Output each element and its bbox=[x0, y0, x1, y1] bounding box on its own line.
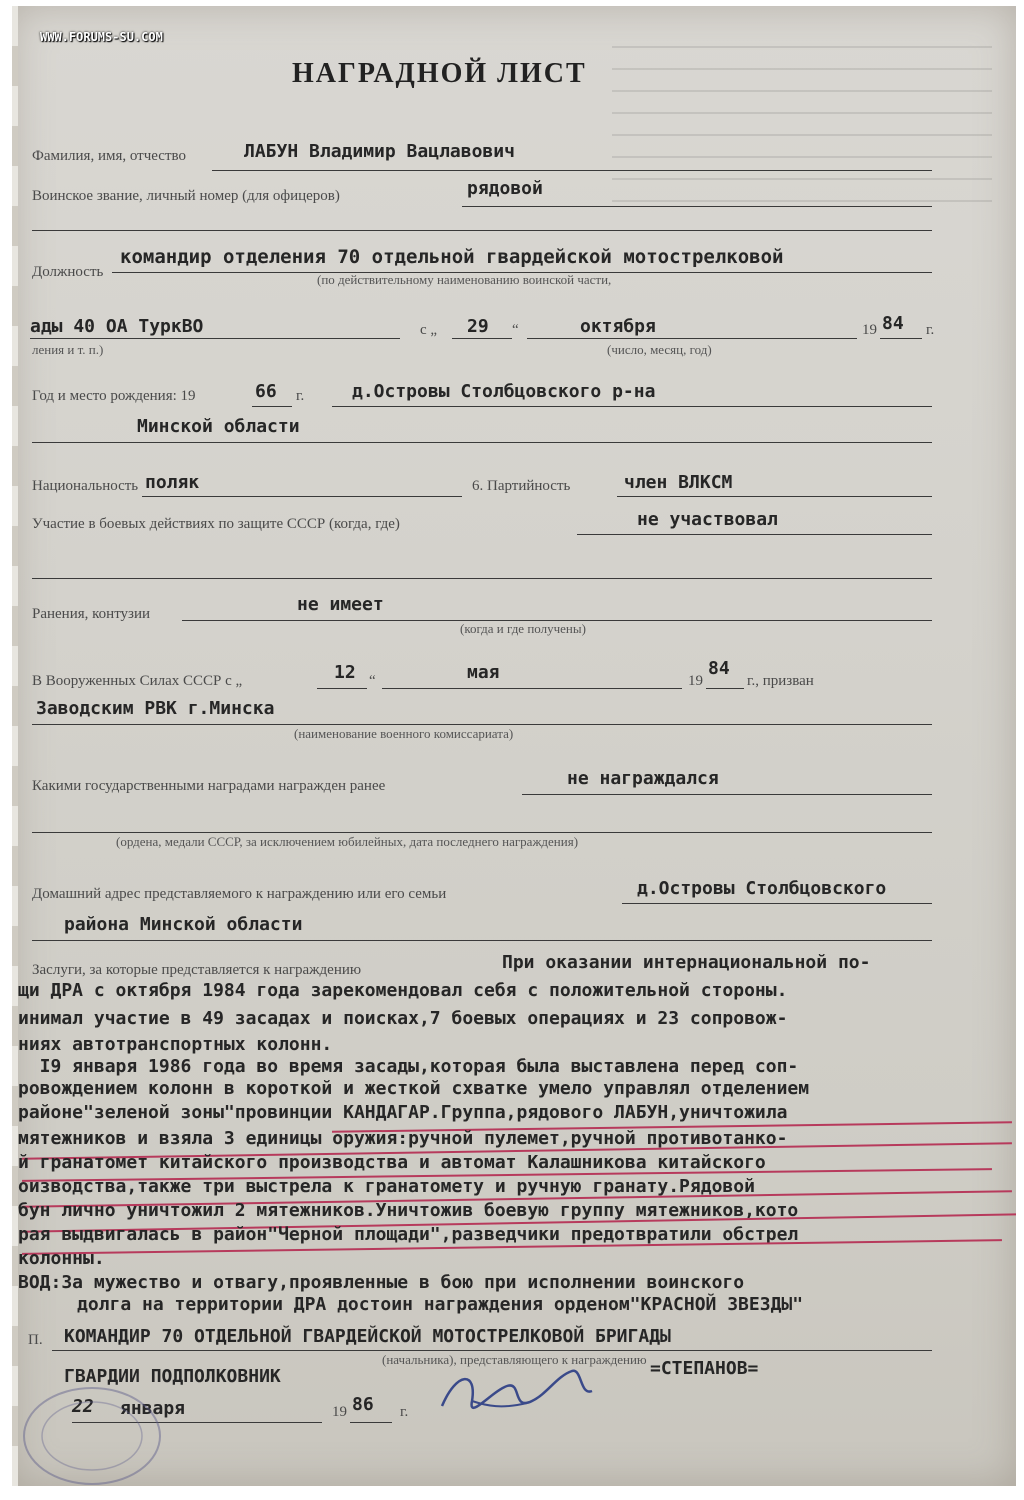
merits-line: щи ДРА с октября 1984 года зарекомендовал себя с положительной стороны. bbox=[18, 980, 788, 1001]
fio-value: ЛАБУН Владимир Вацлавович bbox=[244, 141, 515, 162]
unit-value: ады 40 ОА ТуркВО bbox=[30, 316, 204, 337]
commander-rank: ГВАРДИИ ПОДПОЛКОВНИК bbox=[64, 1366, 281, 1387]
service-day-rule bbox=[317, 688, 367, 689]
service-label: В Вооруженных Силах СССР с „ bbox=[32, 673, 243, 689]
birth-place-rule-2 bbox=[32, 442, 932, 443]
awards-label: Какими государственными наградами награжден ранее bbox=[32, 778, 386, 794]
service-year-rule bbox=[706, 688, 744, 689]
rank-value: рядовой bbox=[467, 178, 543, 199]
merits-line: бун лично уничтожил 2 мятежников.Уничтожив боевую группу мятежников,кото bbox=[18, 1200, 799, 1221]
service-year: 84 bbox=[708, 658, 730, 679]
merits-line: рая выдвигалась в район"Черной площади",разведчики предотвратили обстрел bbox=[18, 1224, 799, 1245]
birth-label: Год и место рождения: 19 bbox=[32, 388, 196, 404]
since-month-rule bbox=[527, 338, 857, 339]
merits-line: районе"зеленой зоны"провинции КАНДАГАР.Группа,рядового ЛАБУН,уничтожила bbox=[18, 1102, 788, 1123]
address-label: Домашний адрес представляемого к награждению или его семьи bbox=[32, 886, 447, 902]
service-month: мая bbox=[467, 662, 500, 683]
since-day: 29 bbox=[467, 316, 489, 337]
wounds-label: Ранения, контузии bbox=[32, 606, 151, 622]
sign-suffix: г. bbox=[400, 1404, 409, 1420]
birth-year-rule bbox=[252, 406, 292, 407]
fio-label: Фамилия, имя, отчество bbox=[32, 148, 186, 164]
position-label: Должность bbox=[32, 264, 104, 280]
combat-rule-2 bbox=[32, 578, 932, 579]
position-value: командир отделения 70 отдельной гвардейской мотострелковой bbox=[120, 246, 784, 268]
merits-label: Заслуги, за которые представляется к награждению bbox=[32, 962, 362, 978]
award-sheet bbox=[12, 6, 1016, 1486]
since-prefix: с „ bbox=[420, 322, 438, 338]
conclusion-line-2: долга на территории ДРА достоин награждения орденом"КРАСНОЙ ЗВЕЗДЫ" bbox=[77, 1294, 804, 1315]
sign-year: 86 bbox=[352, 1394, 374, 1415]
service-quote: “ bbox=[369, 673, 376, 689]
sign-year-rule bbox=[350, 1422, 392, 1423]
since-day-rule bbox=[452, 338, 512, 339]
birth-place-2: Минской области bbox=[137, 416, 300, 437]
commander-caption: (начальника), представляющего к награждению bbox=[382, 1352, 647, 1367]
awards-value: не награждался bbox=[567, 768, 719, 789]
commissariat-value: Заводским РВК г.Минска bbox=[36, 698, 275, 719]
combat-rule bbox=[577, 534, 932, 535]
merits-line: ровождением колонн в короткой и жесткой схватке умело управлял отделением bbox=[18, 1078, 810, 1099]
service-month-rule bbox=[382, 688, 682, 689]
address-rule bbox=[622, 903, 932, 904]
sign-year-prefix: 19 bbox=[332, 1404, 347, 1420]
nationality-label: Национальность bbox=[32, 478, 139, 494]
unit-caption: ления и т. п.) bbox=[32, 342, 104, 357]
since-year-suffix: г. bbox=[926, 322, 935, 338]
birth-place: д.Островы Столбцовского р-на bbox=[352, 381, 656, 402]
awards-caption: (ордена, медали СССР, за исключением юбилейных, дата последнего награждения) bbox=[116, 834, 579, 849]
bleed-through bbox=[612, 46, 992, 206]
merits-line: оизводства,также три выстрела к гранатомету и ручную гранату.Рядовой bbox=[18, 1176, 755, 1197]
commander-name: =СТЕПАНОВ= bbox=[650, 1358, 759, 1379]
since-quote: “ bbox=[512, 322, 519, 338]
since-year-prefix: 19 bbox=[862, 322, 877, 338]
service-year-prefix: 19 bbox=[688, 673, 703, 689]
address-value-2: района Минской области bbox=[64, 914, 303, 935]
birth-place-rule bbox=[332, 406, 932, 407]
stamp-seal bbox=[22, 1376, 172, 1486]
watermark: WWW.FORUMS-SU.COM bbox=[40, 30, 163, 44]
merits-line: инимал участие в 49 засадах и поисках,7 боевых операциях и 23 сопровож- bbox=[18, 1008, 788, 1029]
awards-rule bbox=[522, 794, 932, 795]
rank-rule-2 bbox=[32, 230, 932, 231]
since-year: 84 bbox=[882, 313, 904, 334]
since-year-rule bbox=[880, 338, 922, 339]
birth-year: 66 bbox=[255, 381, 277, 402]
address-rule-2 bbox=[32, 940, 932, 941]
wounds-caption: (когда и где получены) bbox=[460, 621, 586, 636]
conclusion-line-1: ВОД:За мужество и отвагу,проявленные в бою при исполнении воинского bbox=[18, 1272, 745, 1293]
since-month: октября bbox=[580, 316, 656, 337]
party-rule bbox=[617, 496, 932, 497]
rank-rule bbox=[462, 206, 932, 207]
merits-line: мятежников и взяла 3 единицы оружия:ручной пулемет,ручной противотанко- bbox=[18, 1128, 788, 1149]
service-day: 12 bbox=[334, 662, 356, 683]
nationality-value: поляк bbox=[145, 472, 200, 493]
party-label: 6. Партийность bbox=[472, 478, 571, 494]
sign-month: января bbox=[120, 1398, 186, 1419]
commander-prefix: П. bbox=[28, 1332, 43, 1348]
merits-first-line: При оказании интернациональной по- bbox=[502, 952, 871, 973]
merits-line: I9 января 1986 года во время засады,которая была выставлена перед соп- bbox=[18, 1056, 799, 1077]
commissariat-caption: (наименование военного комиссариата) bbox=[294, 726, 514, 741]
date-caption: (число, месяц, год) bbox=[607, 342, 712, 357]
commander-signature bbox=[432, 1351, 612, 1431]
awards-rule-2 bbox=[32, 832, 932, 833]
party-value: член ВЛКСМ bbox=[624, 472, 733, 493]
rank-label: Воинское звание, личный номер (для офицеров) bbox=[32, 188, 340, 204]
address-value: д.Островы Столбцовского bbox=[637, 878, 887, 899]
combat-label: Участие в боевых действиях по защите СССР (когда, где) bbox=[32, 516, 400, 532]
document-title: НАГРАДНОЙ ЛИСТ bbox=[292, 58, 587, 89]
wounds-value: не имеет bbox=[297, 594, 384, 615]
sign-day: 22 bbox=[72, 1396, 94, 1417]
merits-line: й гранатомет китайского производства и автомат Калашникова китайского bbox=[18, 1152, 766, 1173]
unit-rule bbox=[30, 338, 400, 339]
birth-suffix: г. bbox=[296, 388, 305, 404]
merits-line: колонны. bbox=[18, 1248, 105, 1269]
commander-line: КОМАНДИР 70 ОТДЕЛЬНОЙ ГВАРДЕЙСКОЙ МОТОСТРЕЛКОВОЙ БРИГАДЫ bbox=[64, 1326, 671, 1347]
combat-value: не участвовал bbox=[637, 509, 778, 530]
commissariat-rule bbox=[32, 724, 932, 725]
merits-line: ниях автотранспортных колонн. bbox=[18, 1034, 333, 1055]
position-caption: (по действительному наименованию воинской части, bbox=[317, 272, 612, 287]
nationality-rule bbox=[142, 496, 462, 497]
service-suffix: г., призван bbox=[747, 673, 814, 689]
